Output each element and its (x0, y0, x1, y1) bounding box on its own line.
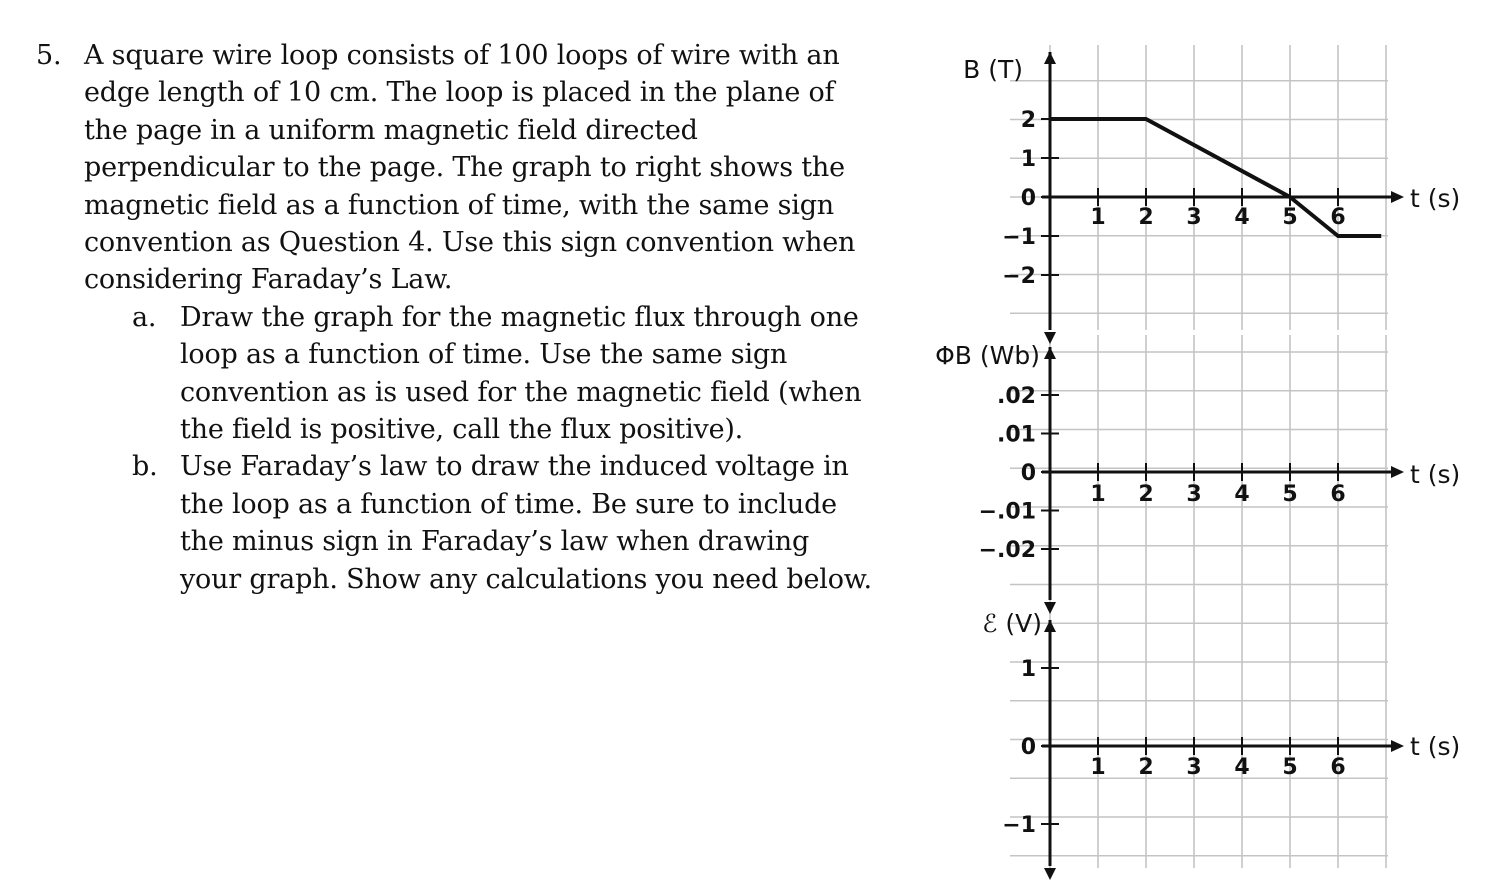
y-tick-label: 1 (1020, 147, 1036, 172)
y-tick-label: −2 (1002, 264, 1036, 289)
part-b-line: your graph. Show any calculations you need below. (180, 563, 872, 595)
x-axis-arrow (1391, 191, 1404, 203)
x-tick-label: 6 (1330, 755, 1346, 780)
stem-line: considering Faraday’s Law. (84, 264, 453, 296)
x-axis-label: t (s) (1410, 732, 1461, 761)
part-a-line: loop as a function of time. Use the same sign (180, 339, 788, 371)
y-tick-label: .01 (997, 422, 1036, 448)
y-tick-label: 1 (1020, 657, 1036, 682)
x-tick-label: 4 (1234, 755, 1250, 780)
x-tick-label: 3 (1186, 755, 1202, 780)
y-tick-label: −1 (1002, 225, 1036, 250)
y-tick-label: 0 (1020, 735, 1036, 760)
stem-line: edge length of 10 cm. The loop is placed in the plane of (84, 77, 835, 109)
grid-1 (1010, 45, 1388, 330)
y-tick-label: −.01 (978, 499, 1036, 525)
chart-2 (935, 341, 1460, 614)
x-tick-label: 3 (1186, 205, 1202, 230)
part-a-label: a. (132, 301, 157, 333)
y-tick-label: −1 (1002, 813, 1036, 838)
part-a-line: convention as is used for the magnetic field (when (180, 376, 862, 408)
y-tick-label: −.02 (978, 538, 1036, 563)
y-axis-arrow-down (1044, 868, 1056, 880)
part-b-line: the minus sign in Faraday’s law when drawing (180, 526, 810, 558)
part-b-label: b. (132, 451, 158, 483)
x-tick-label: 3 (1186, 482, 1202, 507)
y-tick-label: 0 (1020, 461, 1036, 486)
y-tick-label: .02 (997, 384, 1036, 409)
x-axis-arrow (1391, 740, 1404, 752)
stem-line: magnetic field as a function of time, with the same sign (84, 189, 834, 221)
x-tick-label: 6 (1330, 482, 1346, 507)
grid-3 (1010, 610, 1388, 868)
x-tick-label: 2 (1138, 482, 1154, 507)
y-axis-label: ΦB (Wb) (935, 341, 1040, 370)
y-axis-arrow-down (1044, 602, 1056, 614)
y-tick-label: 2 (1020, 108, 1036, 133)
y-axis-arrow-down (1044, 332, 1056, 344)
x-tick-label: 6 (1330, 205, 1346, 230)
x-tick-label: 4 (1234, 482, 1250, 507)
x-tick-label: 1 (1090, 482, 1106, 507)
x-tick-label: 1 (1090, 205, 1106, 230)
stem-line: perpendicular to the page. The graph to right shows the (84, 152, 845, 184)
stem-line: the page in a uniform magnetic field directed (84, 114, 698, 146)
x-tick-label: 5 (1282, 482, 1298, 507)
y-axis-arrow-up (1044, 347, 1056, 359)
part-a-line: Draw the graph for the magnetic flux through one (180, 301, 859, 333)
stem-line: convention as Question 4. Use this sign convention when (84, 226, 856, 258)
y-axis-label: B (T) (963, 55, 1023, 84)
x-axis-label: t (s) (1410, 460, 1461, 489)
x-tick-label: 1 (1090, 755, 1106, 780)
x-tick-label: 5 (1282, 205, 1298, 230)
y-axis-label: ℰ (V) (982, 609, 1042, 638)
chart-3 (982, 609, 1460, 880)
stem-line: A square wire loop consists of 100 loops of wire with an (84, 40, 840, 71)
y-axis-arrow-up (1044, 52, 1056, 64)
x-tick-label: 5 (1282, 755, 1298, 780)
x-tick-label: 2 (1138, 755, 1154, 780)
x-tick-label: 4 (1234, 205, 1250, 230)
part-b-line: Use Faraday’s law to draw the induced voltage in (180, 451, 849, 483)
question-number: 5. (36, 40, 62, 71)
part-a-line: the field is positive, call the flux positive). (180, 413, 744, 445)
x-axis-arrow (1391, 466, 1404, 478)
x-axis-label: t (s) (1410, 184, 1461, 213)
y-axis-arrow-up (1044, 620, 1056, 632)
y-tick-label: 0 (1020, 186, 1036, 211)
part-b-line: the loop as a function of time. Be sure to include (180, 488, 837, 520)
x-tick-label: 2 (1138, 205, 1154, 230)
